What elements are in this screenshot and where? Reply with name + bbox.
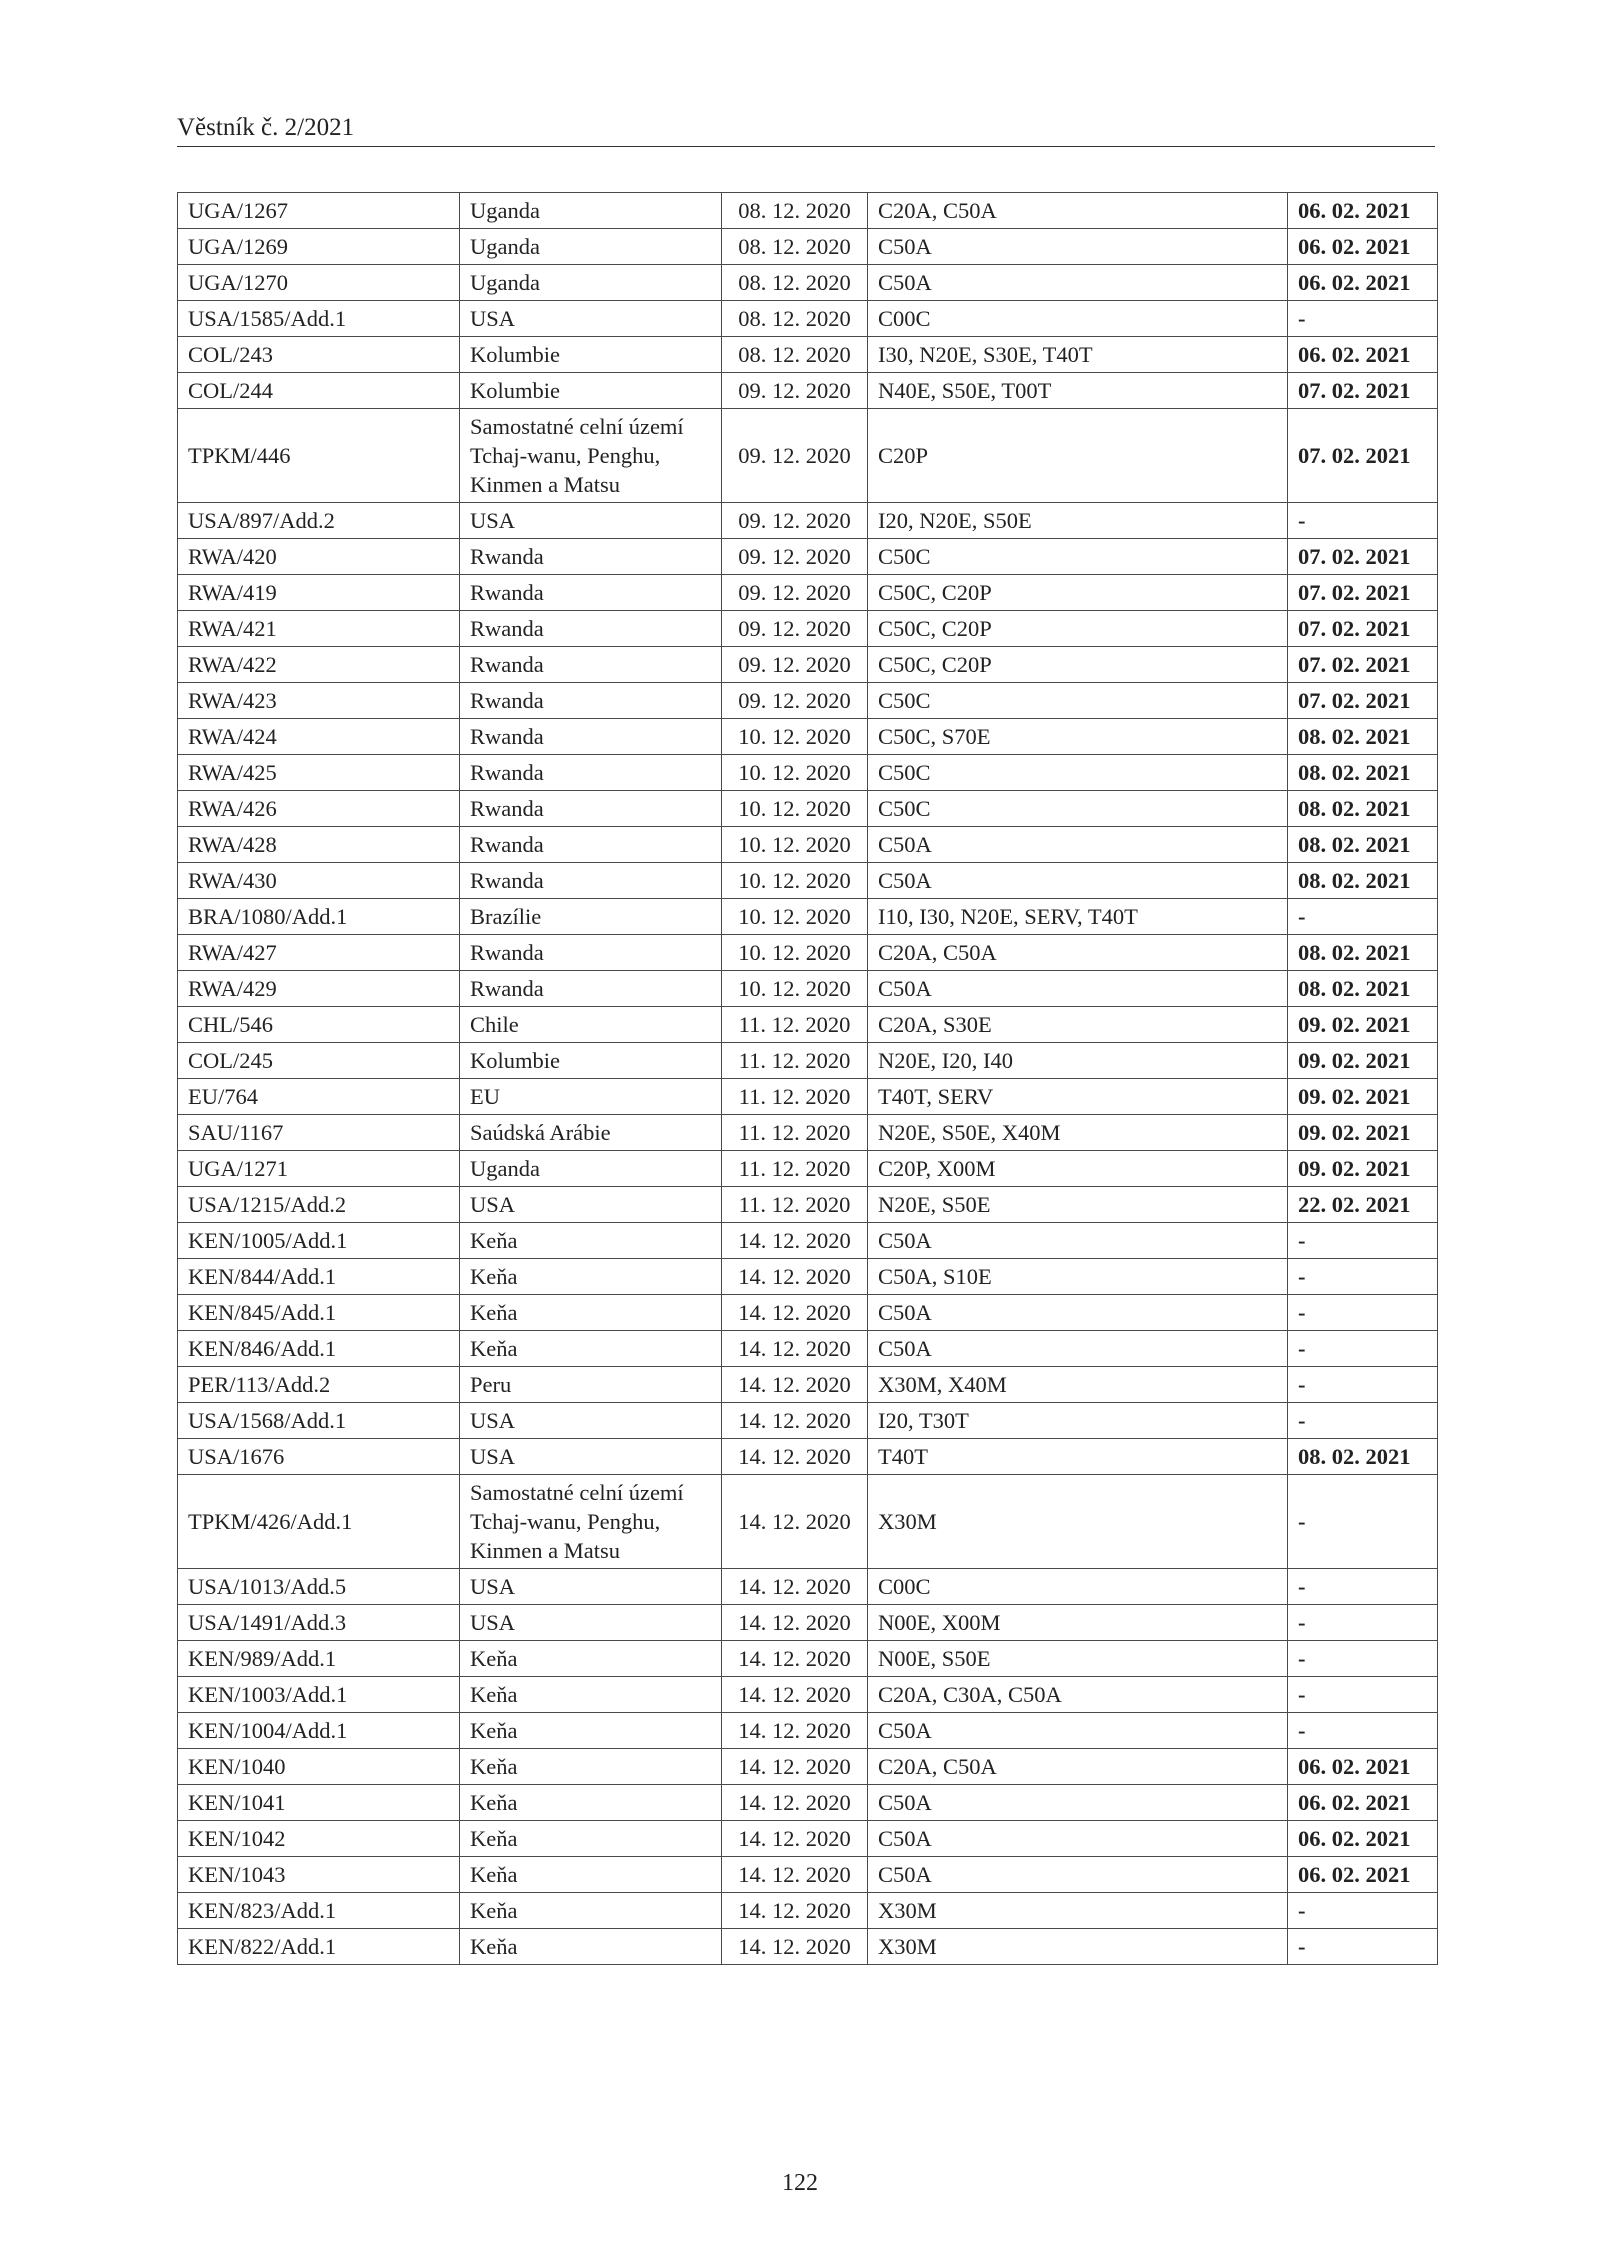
- table-row: [178, 935, 1438, 971]
- country-cell: Kolumbie: [460, 373, 722, 409]
- country-cell: Rwanda: [460, 827, 722, 863]
- country-cell: USA: [460, 1605, 722, 1641]
- notification-code-cell: SAU/1167: [178, 1115, 460, 1151]
- country-cell: Keňa: [460, 1713, 722, 1749]
- classification-cell: C50A: [868, 1713, 1288, 1749]
- deadline-cell: -: [1288, 1605, 1438, 1641]
- table-row: [178, 193, 1438, 229]
- table-row: [178, 899, 1438, 935]
- classification-cell: I20, T30T: [868, 1403, 1288, 1439]
- notification-code-cell: COL/244: [178, 373, 460, 409]
- table-row: [178, 1295, 1438, 1331]
- deadline-cell: -: [1288, 1259, 1438, 1295]
- classification-cell: C50C: [868, 539, 1288, 575]
- table-row: [178, 611, 1438, 647]
- classification-cell: C50C: [868, 683, 1288, 719]
- notification-code-cell: KEN/989/Add.1: [178, 1641, 460, 1677]
- notification-code-cell: RWA/423: [178, 683, 460, 719]
- date-cell: 14. 12. 2020: [722, 1439, 868, 1475]
- notification-code-cell: PER/113/Add.2: [178, 1367, 460, 1403]
- deadline-cell: 22. 02. 2021: [1288, 1187, 1438, 1223]
- deadline-cell: -: [1288, 1929, 1438, 1965]
- country-cell: Keňa: [460, 1331, 722, 1367]
- country-cell: Rwanda: [460, 575, 722, 611]
- table-row: [178, 1785, 1438, 1821]
- notification-code-cell: RWA/422: [178, 647, 460, 683]
- deadline-cell: 07. 02. 2021: [1288, 409, 1438, 503]
- notification-code-cell: RWA/421: [178, 611, 460, 647]
- classification-cell: C20A, C50A: [868, 1749, 1288, 1785]
- date-cell: 14. 12. 2020: [722, 1641, 868, 1677]
- notification-code-cell: RWA/426: [178, 791, 460, 827]
- classification-cell: N20E, I20, I40: [868, 1043, 1288, 1079]
- notification-code-cell: KEN/1041: [178, 1785, 460, 1821]
- deadline-cell: 09. 02. 2021: [1288, 1115, 1438, 1151]
- notification-code-cell: KEN/1004/Add.1: [178, 1713, 460, 1749]
- table-row: [178, 719, 1438, 755]
- notification-code-cell: USA/897/Add.2: [178, 503, 460, 539]
- notification-code-cell: UGA/1269: [178, 229, 460, 265]
- notification-code-cell: TPKM/426/Add.1: [178, 1475, 460, 1569]
- classification-cell: C50A: [868, 971, 1288, 1007]
- table-row: [178, 1569, 1438, 1605]
- table-body: [178, 193, 1438, 1965]
- table-row: [178, 503, 1438, 539]
- classification-cell: C50C: [868, 755, 1288, 791]
- date-cell: 14. 12. 2020: [722, 1605, 868, 1641]
- deadline-cell: 08. 02. 2021: [1288, 827, 1438, 863]
- country-cell: EU: [460, 1079, 722, 1115]
- classification-cell: X30M: [868, 1475, 1288, 1569]
- table-row: [178, 1677, 1438, 1713]
- table-row: [178, 1079, 1438, 1115]
- country-cell: Samostatné celní území Tchaj-wanu, Penghu, Kinmen a Matsu: [460, 409, 722, 503]
- date-cell: 11. 12. 2020: [722, 1151, 868, 1187]
- date-cell: 10. 12. 2020: [722, 719, 868, 755]
- date-cell: 08. 12. 2020: [722, 265, 868, 301]
- classification-cell: C50C, S70E: [868, 719, 1288, 755]
- notification-code-cell: KEN/822/Add.1: [178, 1929, 460, 1965]
- date-cell: 11. 12. 2020: [722, 1115, 868, 1151]
- deadline-cell: 06. 02. 2021: [1288, 1857, 1438, 1893]
- date-cell: 11. 12. 2020: [722, 1043, 868, 1079]
- deadline-cell: -: [1288, 1295, 1438, 1331]
- page-header: [177, 112, 1435, 147]
- classification-cell: I20, N20E, S50E: [868, 503, 1288, 539]
- country-cell: Rwanda: [460, 863, 722, 899]
- notification-code-cell: USA/1676: [178, 1439, 460, 1475]
- deadline-cell: 08. 02. 2021: [1288, 1439, 1438, 1475]
- classification-cell: N00E, X00M: [868, 1605, 1288, 1641]
- table-row: [178, 1929, 1438, 1965]
- notification-code-cell: RWA/430: [178, 863, 460, 899]
- date-cell: 14. 12. 2020: [722, 1749, 868, 1785]
- table-row: [178, 1151, 1438, 1187]
- table-row: [178, 337, 1438, 373]
- country-cell: Rwanda: [460, 791, 722, 827]
- classification-cell: C20P: [868, 409, 1288, 503]
- date-cell: 09. 12. 2020: [722, 373, 868, 409]
- classification-cell: C50C, C20P: [868, 611, 1288, 647]
- notification-code-cell: USA/1215/Add.2: [178, 1187, 460, 1223]
- date-cell: 14. 12. 2020: [722, 1331, 868, 1367]
- notification-code-cell: KEN/1003/Add.1: [178, 1677, 460, 1713]
- deadline-cell: -: [1288, 1223, 1438, 1259]
- date-cell: 14. 12. 2020: [722, 1475, 868, 1569]
- notifications-table: [177, 192, 1438, 1965]
- notification-code-cell: RWA/419: [178, 575, 460, 611]
- deadline-cell: 07. 02. 2021: [1288, 575, 1438, 611]
- notification-code-cell: KEN/1005/Add.1: [178, 1223, 460, 1259]
- country-cell: Peru: [460, 1367, 722, 1403]
- date-cell: 09. 12. 2020: [722, 539, 868, 575]
- deadline-cell: 09. 02. 2021: [1288, 1079, 1438, 1115]
- classification-cell: N00E, S50E: [868, 1641, 1288, 1677]
- date-cell: 08. 12. 2020: [722, 337, 868, 373]
- country-cell: USA: [460, 1439, 722, 1475]
- date-cell: 10. 12. 2020: [722, 863, 868, 899]
- deadline-cell: 06. 02. 2021: [1288, 193, 1438, 229]
- date-cell: 10. 12. 2020: [722, 755, 868, 791]
- deadline-cell: 08. 02. 2021: [1288, 755, 1438, 791]
- table-row: [178, 1403, 1438, 1439]
- country-cell: Rwanda: [460, 755, 722, 791]
- country-cell: Keňa: [460, 1259, 722, 1295]
- table-row: [178, 539, 1438, 575]
- date-cell: 14. 12. 2020: [722, 1857, 868, 1893]
- country-cell: USA: [460, 503, 722, 539]
- deadline-cell: 08. 02. 2021: [1288, 935, 1438, 971]
- date-cell: 14. 12. 2020: [722, 1403, 868, 1439]
- classification-cell: C50A: [868, 827, 1288, 863]
- classification-cell: C50A: [868, 1223, 1288, 1259]
- country-cell: Rwanda: [460, 539, 722, 575]
- country-cell: Uganda: [460, 193, 722, 229]
- notification-code-cell: UGA/1267: [178, 193, 460, 229]
- date-cell: 14. 12. 2020: [722, 1821, 868, 1857]
- notification-code-cell: RWA/425: [178, 755, 460, 791]
- country-cell: Rwanda: [460, 683, 722, 719]
- classification-cell: C50C: [868, 791, 1288, 827]
- deadline-cell: -: [1288, 1367, 1438, 1403]
- country-cell: Keňa: [460, 1641, 722, 1677]
- country-cell: USA: [460, 1403, 722, 1439]
- table-row: [178, 373, 1438, 409]
- classification-cell: N20E, S50E: [868, 1187, 1288, 1223]
- classification-cell: C50C, C20P: [868, 575, 1288, 611]
- classification-cell: C20A, S30E: [868, 1007, 1288, 1043]
- date-cell: 14. 12. 2020: [722, 1893, 868, 1929]
- classification-cell: X30M: [868, 1893, 1288, 1929]
- notification-code-cell: UGA/1270: [178, 265, 460, 301]
- classification-cell: N40E, S50E, T00T: [868, 373, 1288, 409]
- country-cell: Uganda: [460, 229, 722, 265]
- date-cell: 10. 12. 2020: [722, 791, 868, 827]
- table-row: [178, 683, 1438, 719]
- deadline-cell: 08. 02. 2021: [1288, 791, 1438, 827]
- date-cell: 08. 12. 2020: [722, 301, 868, 337]
- deadline-cell: -: [1288, 1713, 1438, 1749]
- table-row: [178, 1475, 1438, 1569]
- country-cell: Keňa: [460, 1677, 722, 1713]
- classification-cell: T40T, SERV: [868, 1079, 1288, 1115]
- country-cell: USA: [460, 301, 722, 337]
- deadline-cell: -: [1288, 1677, 1438, 1713]
- table-row: [178, 863, 1438, 899]
- deadline-cell: 06. 02. 2021: [1288, 1749, 1438, 1785]
- table-row: [178, 1223, 1438, 1259]
- table-row: [178, 1713, 1438, 1749]
- date-cell: 09. 12. 2020: [722, 683, 868, 719]
- classification-cell: C50A: [868, 229, 1288, 265]
- date-cell: 14. 12. 2020: [722, 1223, 868, 1259]
- classification-cell: C50A: [868, 863, 1288, 899]
- notification-code-cell: USA/1013/Add.5: [178, 1569, 460, 1605]
- table-row: [178, 827, 1438, 863]
- deadline-cell: -: [1288, 1893, 1438, 1929]
- notification-code-cell: KEN/844/Add.1: [178, 1259, 460, 1295]
- deadline-cell: 09. 02. 2021: [1288, 1151, 1438, 1187]
- country-cell: USA: [460, 1569, 722, 1605]
- deadline-cell: 09. 02. 2021: [1288, 1043, 1438, 1079]
- table-row: [178, 755, 1438, 791]
- table-row: [178, 1187, 1438, 1223]
- deadline-cell: -: [1288, 1403, 1438, 1439]
- classification-cell: T40T: [868, 1439, 1288, 1475]
- notification-code-cell: EU/764: [178, 1079, 460, 1115]
- country-cell: Keňa: [460, 1223, 722, 1259]
- classification-cell: C50A: [868, 1785, 1288, 1821]
- table-row: [178, 229, 1438, 265]
- country-cell: Keňa: [460, 1821, 722, 1857]
- notification-code-cell: RWA/429: [178, 971, 460, 1007]
- country-cell: Rwanda: [460, 611, 722, 647]
- table-row: [178, 1439, 1438, 1475]
- country-cell: Brazílie: [460, 899, 722, 935]
- country-cell: Keňa: [460, 1785, 722, 1821]
- date-cell: 10. 12. 2020: [722, 827, 868, 863]
- deadline-cell: 08. 02. 2021: [1288, 863, 1438, 899]
- deadline-cell: -: [1288, 503, 1438, 539]
- country-cell: Rwanda: [460, 647, 722, 683]
- date-cell: 11. 12. 2020: [722, 1187, 868, 1223]
- table-row: [178, 791, 1438, 827]
- table-row: [178, 1605, 1438, 1641]
- classification-cell: I30, N20E, S30E, T40T: [868, 337, 1288, 373]
- country-cell: Keňa: [460, 1295, 722, 1331]
- notification-code-cell: KEN/846/Add.1: [178, 1331, 460, 1367]
- deadline-cell: -: [1288, 301, 1438, 337]
- table-row: [178, 1331, 1438, 1367]
- classification-cell: C20A, C50A: [868, 935, 1288, 971]
- classification-cell: X30M, X40M: [868, 1367, 1288, 1403]
- deadline-cell: -: [1288, 1569, 1438, 1605]
- date-cell: 10. 12. 2020: [722, 935, 868, 971]
- notification-code-cell: RWA/428: [178, 827, 460, 863]
- deadline-cell: -: [1288, 1331, 1438, 1367]
- date-cell: 09. 12. 2020: [722, 503, 868, 539]
- table-row: [178, 1043, 1438, 1079]
- deadline-cell: 07. 02. 2021: [1288, 373, 1438, 409]
- table-row: [178, 1821, 1438, 1857]
- table-row: [178, 301, 1438, 337]
- date-cell: 14. 12. 2020: [722, 1929, 868, 1965]
- country-cell: Samostatné celní území Tchaj-wanu, Penghu, Kinmen a Matsu: [460, 1475, 722, 1569]
- table-row: [178, 1007, 1438, 1043]
- country-cell: Uganda: [460, 265, 722, 301]
- deadline-cell: 09. 02. 2021: [1288, 1007, 1438, 1043]
- date-cell: 14. 12. 2020: [722, 1569, 868, 1605]
- deadline-cell: 06. 02. 2021: [1288, 337, 1438, 373]
- deadline-cell: 08. 02. 2021: [1288, 719, 1438, 755]
- country-cell: Keňa: [460, 1749, 722, 1785]
- country-cell: Rwanda: [460, 935, 722, 971]
- classification-cell: C20P, X00M: [868, 1151, 1288, 1187]
- table-row: [178, 1857, 1438, 1893]
- date-cell: 09. 12. 2020: [722, 611, 868, 647]
- classification-cell: C20A, C50A: [868, 193, 1288, 229]
- date-cell: 14. 12. 2020: [722, 1295, 868, 1331]
- table-row: [178, 647, 1438, 683]
- date-cell: 14. 12. 2020: [722, 1677, 868, 1713]
- deadline-cell: 06. 02. 2021: [1288, 1785, 1438, 1821]
- classification-cell: N20E, S50E, X40M: [868, 1115, 1288, 1151]
- date-cell: 10. 12. 2020: [722, 971, 868, 1007]
- notification-code-cell: KEN/823/Add.1: [178, 1893, 460, 1929]
- table-row: [178, 265, 1438, 301]
- deadline-cell: 07. 02. 2021: [1288, 539, 1438, 575]
- notification-code-cell: RWA/427: [178, 935, 460, 971]
- country-cell: Uganda: [460, 1151, 722, 1187]
- classification-cell: C50A: [868, 265, 1288, 301]
- notification-code-cell: KEN/1043: [178, 1857, 460, 1893]
- country-cell: Rwanda: [460, 971, 722, 1007]
- notification-code-cell: USA/1585/Add.1: [178, 301, 460, 337]
- table-row: [178, 1115, 1438, 1151]
- deadline-cell: 07. 02. 2021: [1288, 647, 1438, 683]
- deadline-cell: -: [1288, 899, 1438, 935]
- table-row: [178, 971, 1438, 1007]
- deadline-cell: 06. 02. 2021: [1288, 1821, 1438, 1857]
- date-cell: 11. 12. 2020: [722, 1079, 868, 1115]
- notification-code-cell: TPKM/446: [178, 409, 460, 503]
- date-cell: 08. 12. 2020: [722, 229, 868, 265]
- table-row: [178, 1749, 1438, 1785]
- date-cell: 14. 12. 2020: [722, 1785, 868, 1821]
- date-cell: 14. 12. 2020: [722, 1259, 868, 1295]
- notification-code-cell: USA/1491/Add.3: [178, 1605, 460, 1641]
- notification-code-cell: CHL/546: [178, 1007, 460, 1043]
- deadline-cell: 07. 02. 2021: [1288, 683, 1438, 719]
- country-cell: Keňa: [460, 1893, 722, 1929]
- classification-cell: C50A: [868, 1821, 1288, 1857]
- date-cell: 14. 12. 2020: [722, 1713, 868, 1749]
- deadline-cell: -: [1288, 1641, 1438, 1677]
- date-cell: 09. 12. 2020: [722, 409, 868, 503]
- date-cell: 09. 12. 2020: [722, 647, 868, 683]
- deadline-cell: 07. 02. 2021: [1288, 611, 1438, 647]
- date-cell: 10. 12. 2020: [722, 899, 868, 935]
- table-row: [178, 1641, 1438, 1677]
- deadline-cell: 08. 02. 2021: [1288, 971, 1438, 1007]
- table-row: [178, 409, 1438, 503]
- classification-cell: C50A: [868, 1331, 1288, 1367]
- classification-cell: C50A: [868, 1295, 1288, 1331]
- notification-code-cell: COL/245: [178, 1043, 460, 1079]
- country-cell: Chile: [460, 1007, 722, 1043]
- country-cell: Rwanda: [460, 719, 722, 755]
- classification-cell: C20A, C30A, C50A: [868, 1677, 1288, 1713]
- table-row: [178, 1893, 1438, 1929]
- notification-code-cell: BRA/1080/Add.1: [178, 899, 460, 935]
- notification-code-cell: RWA/420: [178, 539, 460, 575]
- date-cell: 09. 12. 2020: [722, 575, 868, 611]
- country-cell: Keňa: [460, 1857, 722, 1893]
- country-cell: Kolumbie: [460, 1043, 722, 1079]
- page-number: 122: [782, 2170, 818, 2196]
- classification-cell: C00C: [868, 1569, 1288, 1605]
- notification-code-cell: COL/243: [178, 337, 460, 373]
- notification-code-cell: KEN/845/Add.1: [178, 1295, 460, 1331]
- table-row: [178, 1259, 1438, 1295]
- classification-cell: C50A: [868, 1857, 1288, 1893]
- notification-code-cell: KEN/1040: [178, 1749, 460, 1785]
- classification-cell: C50C, C20P: [868, 647, 1288, 683]
- journal-title: Věstník č. 2/2021: [177, 114, 355, 141]
- country-cell: USA: [460, 1187, 722, 1223]
- classification-cell: X30M: [868, 1929, 1288, 1965]
- notification-code-cell: USA/1568/Add.1: [178, 1403, 460, 1439]
- notification-code-cell: RWA/424: [178, 719, 460, 755]
- notification-code-cell: KEN/1042: [178, 1821, 460, 1857]
- deadline-cell: 06. 02. 2021: [1288, 229, 1438, 265]
- deadline-cell: 06. 02. 2021: [1288, 265, 1438, 301]
- country-cell: Kolumbie: [460, 337, 722, 373]
- classification-cell: I10, I30, N20E, SERV, T40T: [868, 899, 1288, 935]
- classification-cell: C00C: [868, 301, 1288, 337]
- date-cell: 08. 12. 2020: [722, 193, 868, 229]
- date-cell: 14. 12. 2020: [722, 1367, 868, 1403]
- table-row: [178, 1367, 1438, 1403]
- notification-code-cell: UGA/1271: [178, 1151, 460, 1187]
- classification-cell: C50A, S10E: [868, 1259, 1288, 1295]
- date-cell: 11. 12. 2020: [722, 1007, 868, 1043]
- country-cell: Saúdská Arábie: [460, 1115, 722, 1151]
- table-row: [178, 575, 1438, 611]
- country-cell: Keňa: [460, 1929, 722, 1965]
- deadline-cell: -: [1288, 1475, 1438, 1569]
